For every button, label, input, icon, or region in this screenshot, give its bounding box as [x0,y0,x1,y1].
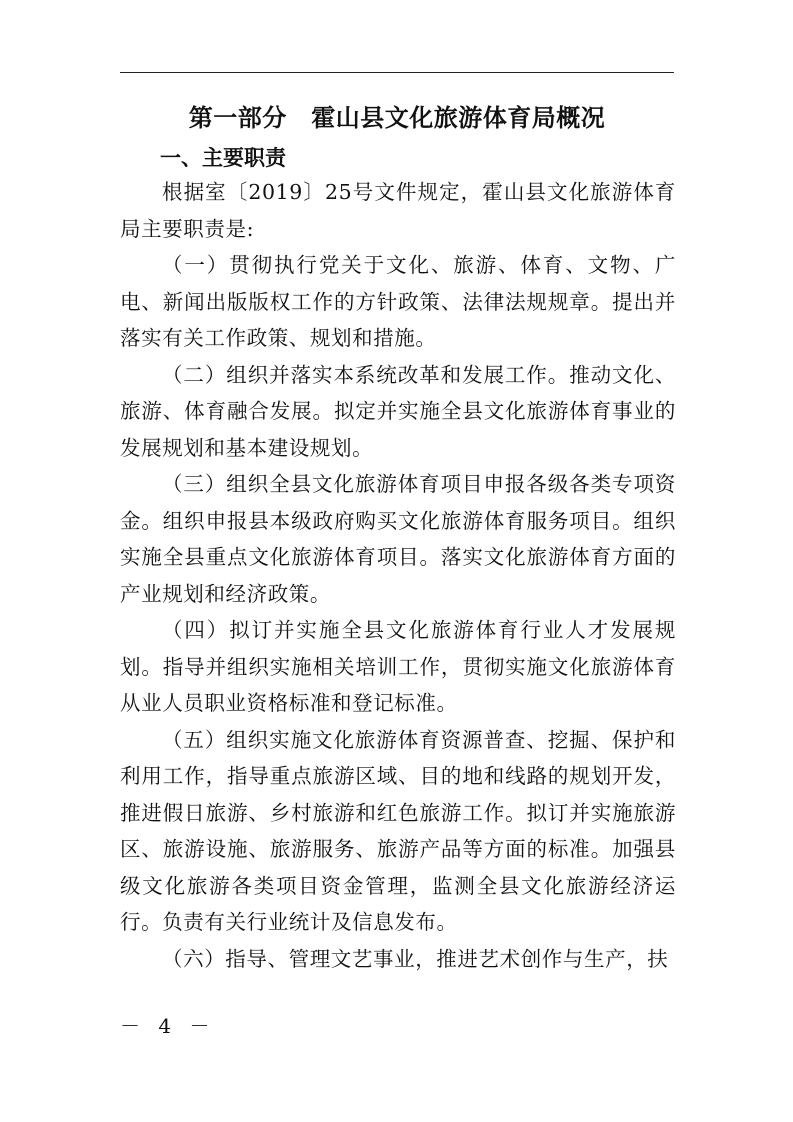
paragraph-duty-1: （一）贯彻执行党关于文化、旅游、体育、文物、广电、新闻出版版权工作的方针政策、法律法规规章。提出并落实有关工作政策、规划和措施。 [120,253,676,350]
paragraph-duty-6: （六）指导、管理文艺事业，推进艺术创作与生产，扶 [162,946,669,971]
section-heading: 一、主要职责 [160,146,286,170]
paragraph-duty-4: （四）拟订并实施全县文化旅游体育行业人才发展规划。指导并组织实施相关培训工作，贯彻实施文化旅游体育从业人员职业资格标准和登记标准。 [120,618,676,715]
paragraph-duty-3: （三）组织全县文化旅游体育项目申报各级各类专项资金。组织申报县本级政府购买文化旅游体育服务项目。组织实施全县重点文化旅游体育项目。落实文化旅游体育方面的产业规划和经济政策。 [120,472,676,606]
page-number: － 4 － [120,1014,216,1038]
document-body [120,174,676,977]
paragraph-intro: 根据室〔2019〕25号文件规定，霍山县文化旅游体育局主要职责是: [120,180,676,241]
header-rule [120,72,674,73]
page-title: 第一部分 霍山县文化旅游体育局概况 [188,104,606,132]
paragraph-duty-2: （二）组织并落实本系统改革和发展工作。推动文化、旅游、体育融合发展。拟定并实施全县文化旅游体育事业的发展规划和基本建设规划。 [120,362,676,460]
paragraph-duty-5: （五）组织实施文化旅游体育资源普查、挖掘、保护和利用工作，指导重点旅游区域、目的地和线路的规划开发，推进假日旅游、乡村旅游和红色旅游工作。拟订并实施旅游区、旅游设施、旅游服务、旅游产品等方面的标准。加强县级文化旅游各类项目资金管理，监测全县文化旅游经济运行。负责有关行业统计及信息发布。 [120,727,676,934]
